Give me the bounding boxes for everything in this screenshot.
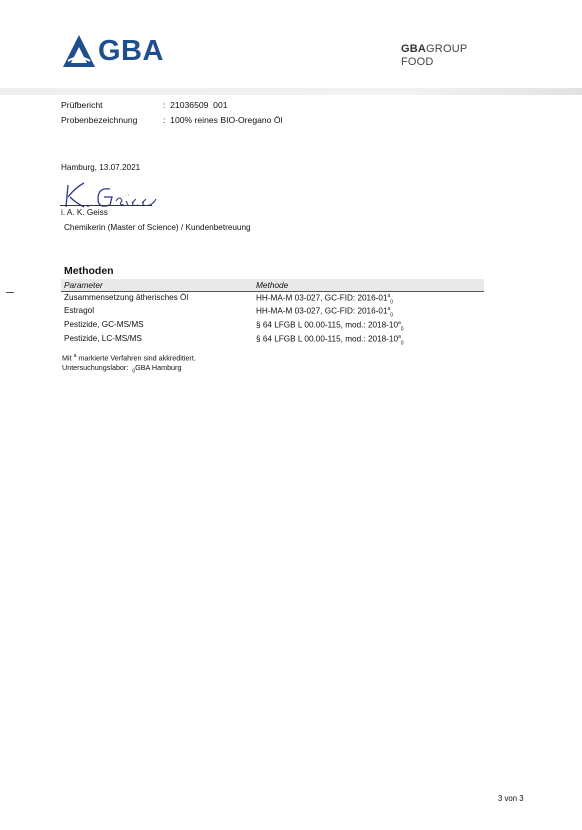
methods-title: Methoden xyxy=(64,265,114,277)
group-bold: GBA xyxy=(401,43,427,55)
table-row-methode: HH-MA-M 03-027, GC-FID: $2016-01^a_0$ xyxy=(256,293,394,306)
pruefbericht-label: Prüfbericht xyxy=(61,100,103,110)
proben-value: : 100% reines BIO-Oregano Öl xyxy=(163,115,283,125)
accredited-footnote: Mit $^a$ markierte Verfahren sind akkreditiert. xyxy=(62,353,196,363)
gba-logo xyxy=(62,34,202,70)
page-number: 3 von 3 xyxy=(498,794,524,803)
group-rest: GROUP xyxy=(426,43,468,55)
signer-name: i. A. K. Geiss xyxy=(61,208,108,217)
signer-role: Chemikerin (Master of Science) / Kundenbetreuung xyxy=(64,223,251,232)
gba-triangle-icon xyxy=(62,34,96,68)
table-row-parameter: Pestizide, GC-MS/MS xyxy=(64,320,144,329)
table-row-parameter: Pestizide, LC-MS/MS xyxy=(64,334,142,343)
table-row-parameter: Zusammensetzung ätherisches Öl xyxy=(64,293,189,302)
group-line2: FOOD xyxy=(401,56,434,68)
table-row-methode: § 64 LFGB L 00.00-115, mod.: $2018-10^a_0$ xyxy=(256,334,404,347)
table-row-methode: § 64 LFGB L 00.00-115, mod.: $2018-10^a_0$ xyxy=(256,320,404,333)
place-date: Hamburg, 13.07.2021 xyxy=(61,163,141,172)
logo-text: GBA xyxy=(98,35,164,67)
proben-label: Probenbezeichnung xyxy=(61,115,138,125)
signature-line xyxy=(60,205,152,206)
table-row-methode: HH-MA-M 03-027, GC-FID: $2016-01^a_0$ xyxy=(256,306,394,319)
header-band xyxy=(0,88,582,95)
col-parameter: Parameter xyxy=(64,280,103,290)
col-methode: Methode xyxy=(256,280,289,290)
margin-mark xyxy=(6,292,14,293)
lab-footnote: Untersuchungslabor: $_0$GBA Hamburg xyxy=(62,363,182,375)
pruefbericht-value: : 21036509 001 xyxy=(163,100,228,110)
group-food-label xyxy=(401,43,467,69)
table-row-parameter: Estragol xyxy=(64,306,95,315)
